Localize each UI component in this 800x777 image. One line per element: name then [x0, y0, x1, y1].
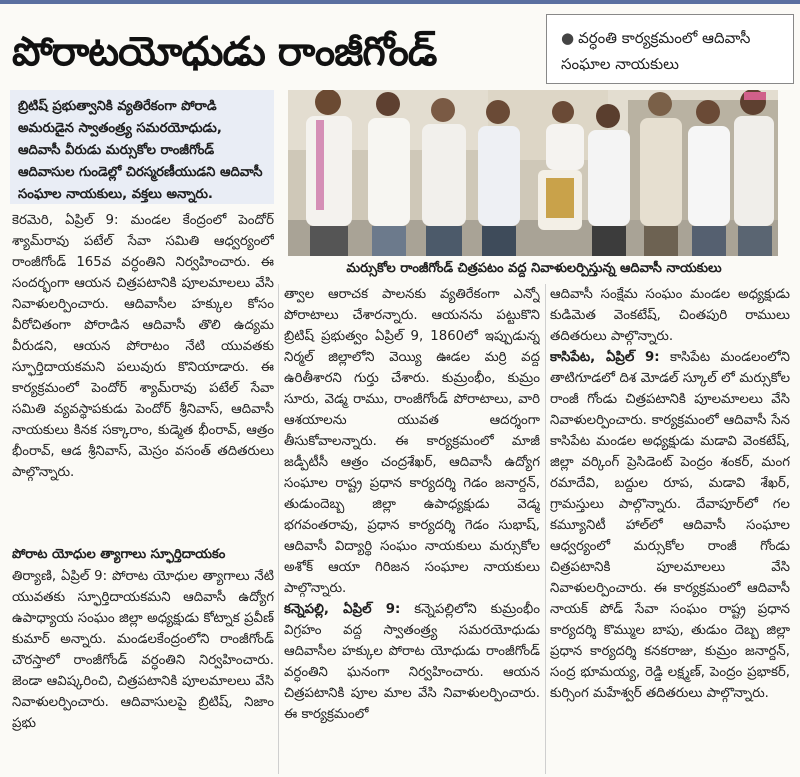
column-divider — [545, 284, 546, 774]
article-text: కెరమెరి, ఏప్రిల్ 9: మండల కేంద్రంలో పెందోర్ శ్యామ్‌రావు పటేల్ సేవా సమితి ఆధ్వర్యంలో రాంజీగోండ్ 165వ వర్ధంతిని నిర్వహించారు. ఈ సందర్భంగా ఆయన చిత్రపటానికి పూలమాలలు వేసి నివాళులర్పించారు. ఆదివాసీల హక్కుల కోసం వీరోచితంగా పోరాడిన ఆదివాసీ తొలి ఉద్యమ వీరుడని, ఆయన పోరాటం నేటి యువతకు స్ఫూర్తిదాయకమని పలువురు కొనియాడారు. ఈ కార్యక్రమంలో పెందోర్ శ్యామ్‌రావు పటేల్ సేవా సమితి వ్యవస్థాపకుడు పెందోర్ శ్రీనివాస్, ఆదివాసీ నాయకులు కినక సక్కారాం, కుడ్మెత భీంరావ్, ఆత్రం భీంరావ్, ఆడ శ్రీనివాస్, మెస్రం వసంత్ తదితరులు పాల్గొన్నారు. — [12, 213, 274, 480]
sub-heading: పోరాట యోధుల త్యాగాలు స్ఫూర్తిదాయకం — [12, 547, 226, 562]
article-column-2 — [284, 284, 540, 777]
article-text: కాసిపేట మండలంలోని తాటిగూడలో దిశ మోడల్ స్కూల్ లో మర్సుకోల రాంజీ గోండు చిత్రపటానికి పూలమాలలు వేసి నివాళులర్పించారు. కార్యక్రమంలో ఆదివాసీ సేన కాసిపేట మండల అధ్యక్షుడు మడావి వెంకటేష్, జిల్లా వర్కింగ్ ప్రెసిడెంట్ పెంద్రం శంకర్, మంగ రమాదేవి, బద్దుల రూప, మడావి శేఖర్, గ్రామస్తులు పాల్గొన్నారు. దేవాపూర్‌లో గల కమ్యూనిటీ హాల్‌లో ఆదివాసీ సంఘాల ఆధ్వర్యంలో మర్సుకోల రాంజీ గోండు చిత్రపటానికి పూలమాలలు వేసి నివాళులర్పించారు. ఈ కార్యక్రమంలో ఆదివాసీ నాయక్ పోడ్ సేవా సంఘం రాష్ట్ర ప్రధాన కార్యదర్శి కొమ్ముల బాపు, తుడుం దెబ్బ జిల్లా ప్రధాన కార్యదర్శి కనకరాజు, కుమ్రం జనార్దన్, సంద్ర భూమయ్య, రెడ్డి లక్ష్మణ్, పెంద్రం ప్రభాకర్, కుర్సింగ మహేశ్వర్ తదితరులు పాల్గొన్నారు. — [550, 350, 790, 701]
article-column-1b — [12, 566, 274, 777]
article-text: ఆదివాసీ సంక్షేమ సంఘం మండల అధ్యక్షుడు కుడిమెత వెంకటేష్, చింతపురి రాములు తదితరులు పాల్గొన్నారు. — [550, 287, 790, 344]
article-paragraph — [550, 347, 790, 704]
bullet-icon: ● — [561, 29, 575, 47]
article-paragraph — [284, 599, 540, 725]
article-text: కన్నెపల్లిలోని కుమ్రంభీం విగ్రహం వద్ద స్వాతంత్ర్య సమరయోధుడు ఆదివాసీల హక్కుల పోరాట యోధుడు రాంజీగోండ్ వర్ధంతిని ఘనంగా నిర్వహించారు. ఆయన చిత్రపటానికి పూల మాల వేసి నివాళులర్పించారు. ఈ కార్యక్రమంలో — [284, 602, 540, 722]
article-column-3 — [550, 284, 790, 777]
dateline: కాసిపేట, ఏప్రిల్ 9: — [550, 350, 660, 365]
article-column-1 — [12, 210, 274, 544]
photo-illustration — [288, 90, 778, 256]
top-bar — [0, 0, 800, 4]
headline: పోరాటయోధుడు రాంజీగోండ్ — [12, 29, 437, 75]
subhead-box — [546, 14, 794, 84]
news-photo — [288, 90, 778, 256]
dateline: కన్నెపల్లి, ఏప్రిల్ 9: — [284, 602, 401, 617]
article-text: తిర్యాణి, ఏప్రిల్ 9: పోరాట యోధుల త్యాగాలు నేటి యువతకు స్ఫూర్తిదాయకమని ఆదివాసీ ఉద్యోగ ఉపాధ్యాయ సంఘం జిల్లా అధ్యక్షుడు కోట్నాక ప్రవీణ్ కుమార్ అన్నారు. మండలకేంద్రంలోని రాంజీగోండ్ చౌరస్తాలో రాంజీగోండ్ వర్ధంతిని నిర్వహించారు. జెండా ఆవిష్కరించి, చిత్రపటానికి పూలమాలలు వేసి నివాళులర్పించారు. ఆదివాసులపై బ్రిటిష్, నిజాం ప్రభు — [12, 569, 274, 731]
article-text: త్వాల ఆరాచక పాలనకు వ్యతిరేకంగా ఎన్నో పోరాటాలు చేశారన్నారు. ఆయనను పట్టుకొని బ్రిటిష్ ప్రభుత్వం ఏప్రిల్ 9, 1860లో ఇప్పుడున్న నిర్మల్ జిల్లాలోని వెయ్యి ఊడల మర్రి వద్ద ఉరితీశారని గుర్తు చేశారు. కుమ్రంభీం, కుమ్రం సూరు, వెడ్మ రాము, రాంజీగోండ్ పోరాటాలు, వారి ఆశయాలను యువత ఆదర్శంగా తీసుకోవాలన్నారు. ఈ కార్యక్రమంలో మాజీ జడ్పీటీసీ ఆత్రం చంద్రశేఖర్, ఆదివాసీ ఉద్యోగ సంఘాల రాష్ట్ర ప్రధాన కార్యదర్శి గెడం జనార్దన్, తుడుందెబ్బ జిల్లా ఉపాధ్యక్షుడు వెడ్మ భగవంతరావు, ప్రధాన కార్యదర్శి గెడం సుభాష్, ఆదివాసీ విద్యార్థి సంఘం నాయకులు మర్సుకోల అశోక్ ఆయా గిరిజన సంఘాల నాయకులు పాల్గొన్నారు. — [284, 287, 540, 596]
intro-box: బ్రిటిష్ ప్రభుత్వానికి వ్యతిరేకంగా పోరాడి అమరుడైన స్వాతంత్ర్య సమరయోధుడు, ఆదివాసీ వీరుడు మర్సుకోల రాంజీగోండ్ ఆదివాసుల గుండెల్లో చిరస్మరణీయుడని ఆదివాసీ సంఘాల నాయకులు, వక్తలు అన్నారు. — [10, 90, 274, 204]
photo-caption: మర్సుకోల రాంజీగోండ్ చిత్రపటం వద్ద నివాళులర్పిస్తున్న ఆదివాసీ నాయకులు — [346, 261, 722, 276]
column-divider — [278, 284, 279, 774]
subhead: వర్ధంతి కార్యక్రమంలో ఆదివాసీ సంఘాల నాయకులు — [561, 29, 751, 73]
